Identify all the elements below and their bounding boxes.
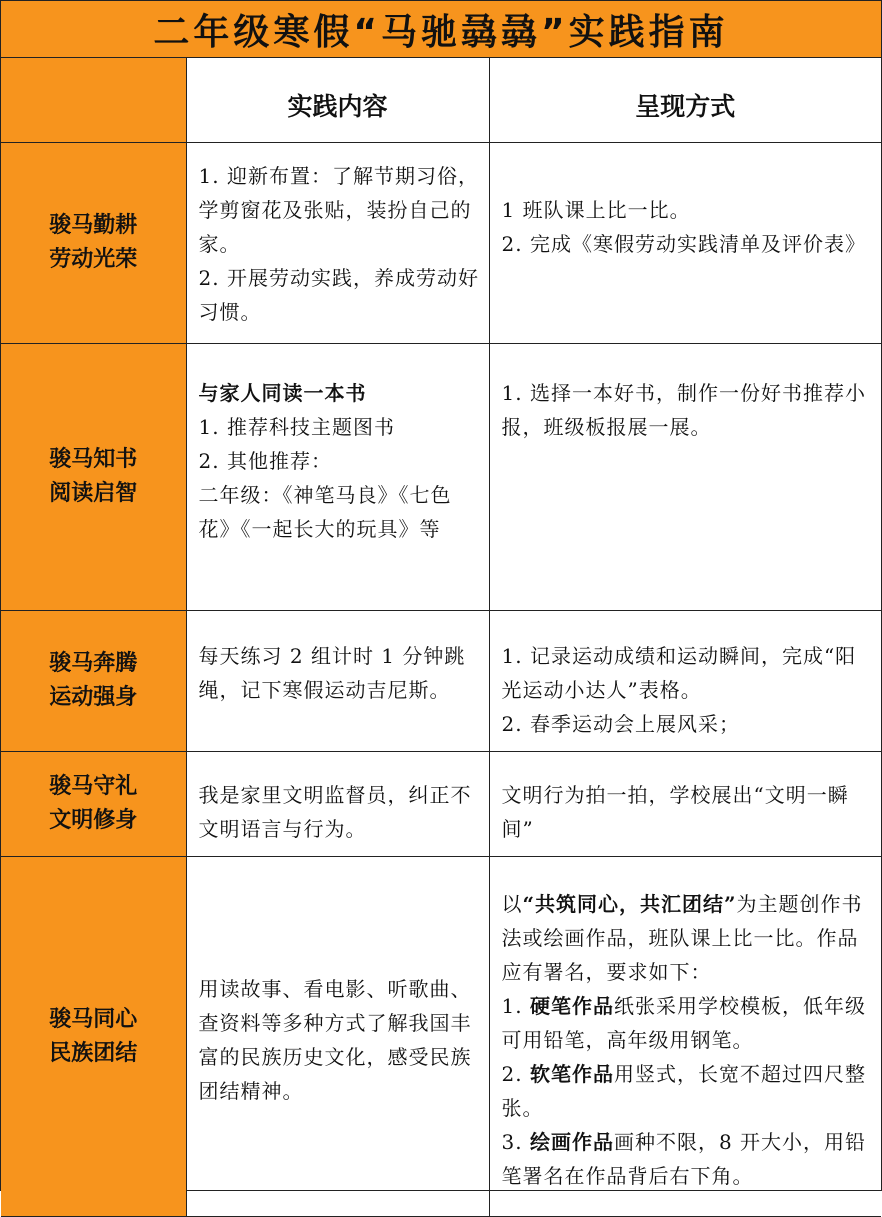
content-item: 我是家里文明监督员，纠正不文明语言与行为。 [198,783,472,841]
presentation-intro: 以“共筑同心，共汇团结”为主题创作书法或绘画作品，班队课上比一比。作品应有署名，要求如下： [501,892,863,984]
category-cell [1,752,186,857]
presentation-item: 文明行为拍一拍，学校展出“文明一瞬间” [501,783,849,841]
table-row [1,857,881,1217]
category-line-2: 劳动光荣 [49,247,138,272]
header-content: 实践内容 [186,58,489,143]
presentation-cell [489,857,881,1217]
category-cell [1,857,186,1217]
content-cell [186,143,489,344]
header-corner [1,58,186,143]
practice-table [1,58,881,1217]
presentation-item: 2. 春季运动会上展风采； [501,712,740,736]
content-item: 1. 推荐科技主题图书 [198,415,395,439]
category-line-1: 骏马奔腾 [49,651,138,676]
table-row [1,143,881,344]
category-line-1: 骏马同心 [49,1006,138,1032]
presentation-cell [489,611,881,752]
presentation-cell [489,752,881,857]
presentation-item: 3. 绘画作品画种不限，8 开大小，用铅笔署名在作品背后右下角。 [501,1130,867,1188]
category-cell [1,143,186,344]
presentation-cell [489,143,881,344]
presentation-cell [489,344,881,611]
presentation-item: 1. 选择一本好书，制作一份好书推荐小报，班级板报展一展。 [501,381,866,439]
content-item: 二年级：《神笔马良》《七色花》《一起长大的玩具》等 [198,483,452,541]
category-line-2: 运动强身 [49,685,138,710]
content-item: 2. 其他推荐： [198,449,332,473]
content-cell [186,611,489,752]
category-line-1: 骏马守礼 [49,774,138,799]
table-row [1,344,881,611]
table-header-row [1,58,881,143]
category-line-2: 民族团结 [49,1040,138,1066]
category-line-1: 骏马勤耕 [49,213,138,238]
content-item: 2. 开展劳动实践，养成劳动好习惯。 [198,266,479,324]
presentation-item: 2. 完成《寒假劳动实践清单及评价表》 [501,232,866,256]
category-cell [1,344,186,611]
content-item: 每天练习 2 组计时 1 分钟跳绳，记下寒假运动吉尼斯。 [198,644,466,702]
table-row [1,611,881,752]
category-line-2: 阅读启智 [49,481,138,506]
header-presentation: 呈现方式 [489,58,881,143]
presentation-item: 2. 软笔作品用竖式，长宽不超过四尺整张。 [501,1062,866,1120]
category-line-2: 文明修身 [49,808,138,833]
content-cell [186,857,489,1217]
category-cell [1,611,186,752]
content-item: 用读故事、看电影、听歌曲、查资料等多种方式了解我国丰富的民族历史文化，感受民族团结精神。 [198,976,472,1103]
content-cell [186,344,489,611]
category-line-1: 骏马知书 [49,447,138,472]
table-row [1,752,881,857]
content-heading: 与家人同读一本书 [198,381,367,405]
presentation-item: 1 班队课上比一比。 [501,198,691,222]
content-item: 1. 迎新布置：了解节期习俗，学剪窗花及张贴，装扮自己的家。 [198,164,479,256]
page-title: 二年级寒假“马驰骉骉”实践指南 [1,1,881,58]
presentation-item: 1. 硬笔作品纸张采用学校模板，低年级可用铅笔，高年级用钢笔。 [501,994,866,1052]
presentation-item: 1. 记录运动成绩和运动瞬间，完成“阳光运动小达人”表格。 [501,644,857,702]
content-cell [186,752,489,857]
